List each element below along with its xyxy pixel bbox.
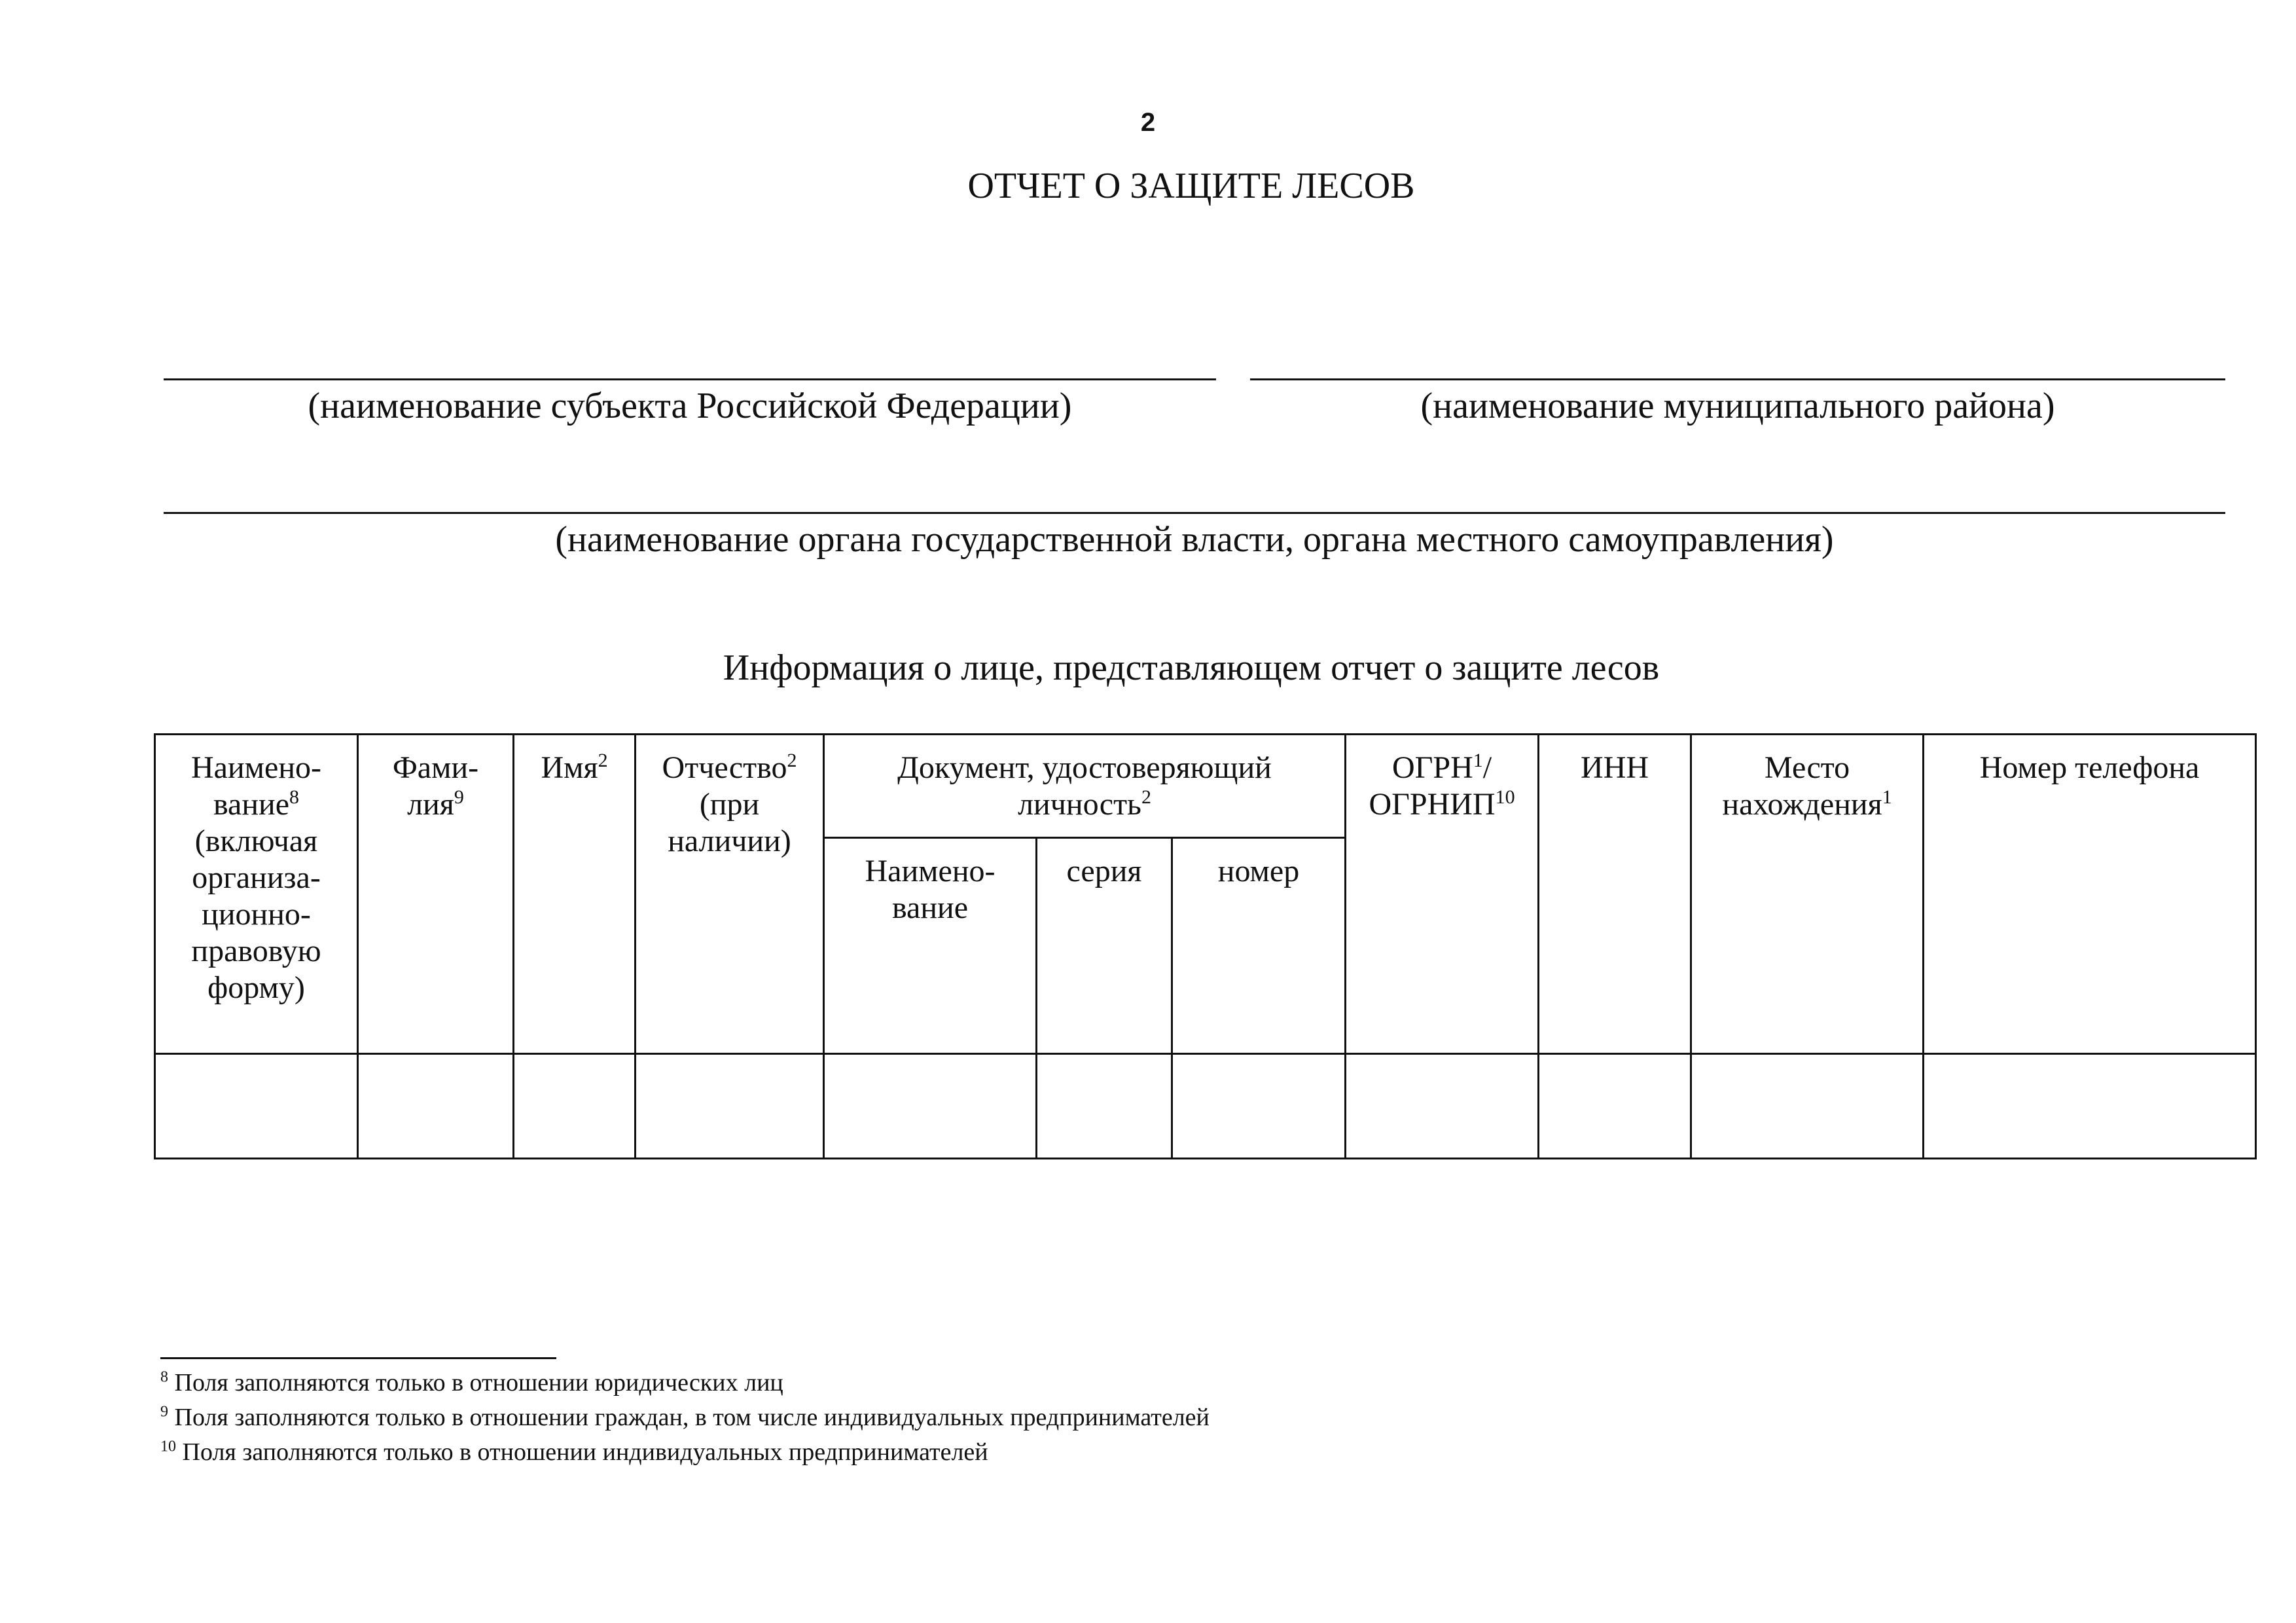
cell-patronymic[interactable] xyxy=(636,1054,824,1159)
header-doc-name: Наимено- вание xyxy=(824,838,1037,1054)
header-first-name: Имя$^2$ xyxy=(514,735,636,1054)
header-doc-number: номер xyxy=(1172,838,1346,1054)
cell-location[interactable] xyxy=(1691,1054,1924,1159)
header-name: Наимено- вание$^8$ (включая организа- ционно- правовую форму) xyxy=(155,735,358,1054)
cell-ogrn[interactable] xyxy=(1346,1054,1539,1159)
footnote-divider xyxy=(160,1357,556,1359)
cell-inn[interactable] xyxy=(1539,1054,1691,1159)
subject-fill-line[interactable] xyxy=(164,378,1216,380)
footnote-8: $^8$ Поля заполняются только в отношении юридических лиц xyxy=(160,1368,783,1396)
person-info-table xyxy=(154,733,2257,1159)
authority-caption: (наименование органа государственной власти, органа местного самоуправления) xyxy=(555,519,1834,560)
header-patronymic: Отчество$^2$ (при наличии) xyxy=(636,735,824,1054)
header-surname: Фами- лия$^9$ xyxy=(358,735,514,1054)
cell-doc-series[interactable] xyxy=(1037,1054,1172,1159)
authority-fill-line[interactable] xyxy=(164,512,2225,514)
header-inn: ИНН xyxy=(1539,735,1691,1054)
page-number: 2 xyxy=(1140,108,1156,137)
footnote-9: $^9$ Поля заполняются только в отношении граждан, в том числе индивидуальных предпринимателей xyxy=(160,1403,1210,1431)
header-doc-series: серия xyxy=(1037,838,1172,1054)
cell-doc-name[interactable] xyxy=(824,1054,1037,1159)
footnote-10: $^{10}$ Поля заполняются только в отношении индивидуальных предпринимателей xyxy=(160,1438,988,1466)
section-title: Информация о лице, представляющем отчет о защите лесов xyxy=(723,647,1660,688)
header-phone: Номер телефона xyxy=(1924,735,2256,1054)
district-fill-line[interactable] xyxy=(1250,378,2225,380)
cell-phone[interactable] xyxy=(1924,1054,2256,1159)
district-caption: (наименование муниципального района) xyxy=(1420,386,2055,426)
subject-caption: (наименование субъекта Российской Федерации) xyxy=(308,386,1072,426)
cell-doc-number[interactable] xyxy=(1172,1054,1346,1159)
header-ogrn: ОГРН$^1$/ ОГРНИП$^{10}$ xyxy=(1346,735,1539,1054)
header-row xyxy=(155,735,2256,838)
cell-surname[interactable] xyxy=(358,1054,514,1159)
header-id-document: Документ, удостоверяющий личность$^2$ xyxy=(824,735,1346,838)
header-location: Место нахождения$^1$ xyxy=(1691,735,1924,1054)
cell-first-name[interactable] xyxy=(514,1054,636,1159)
page-title: ОТЧЕТ О ЗАЩИТЕ ЛЕСОВ xyxy=(967,166,1415,206)
table-row xyxy=(155,1054,2256,1159)
cell-name[interactable] xyxy=(155,1054,358,1159)
